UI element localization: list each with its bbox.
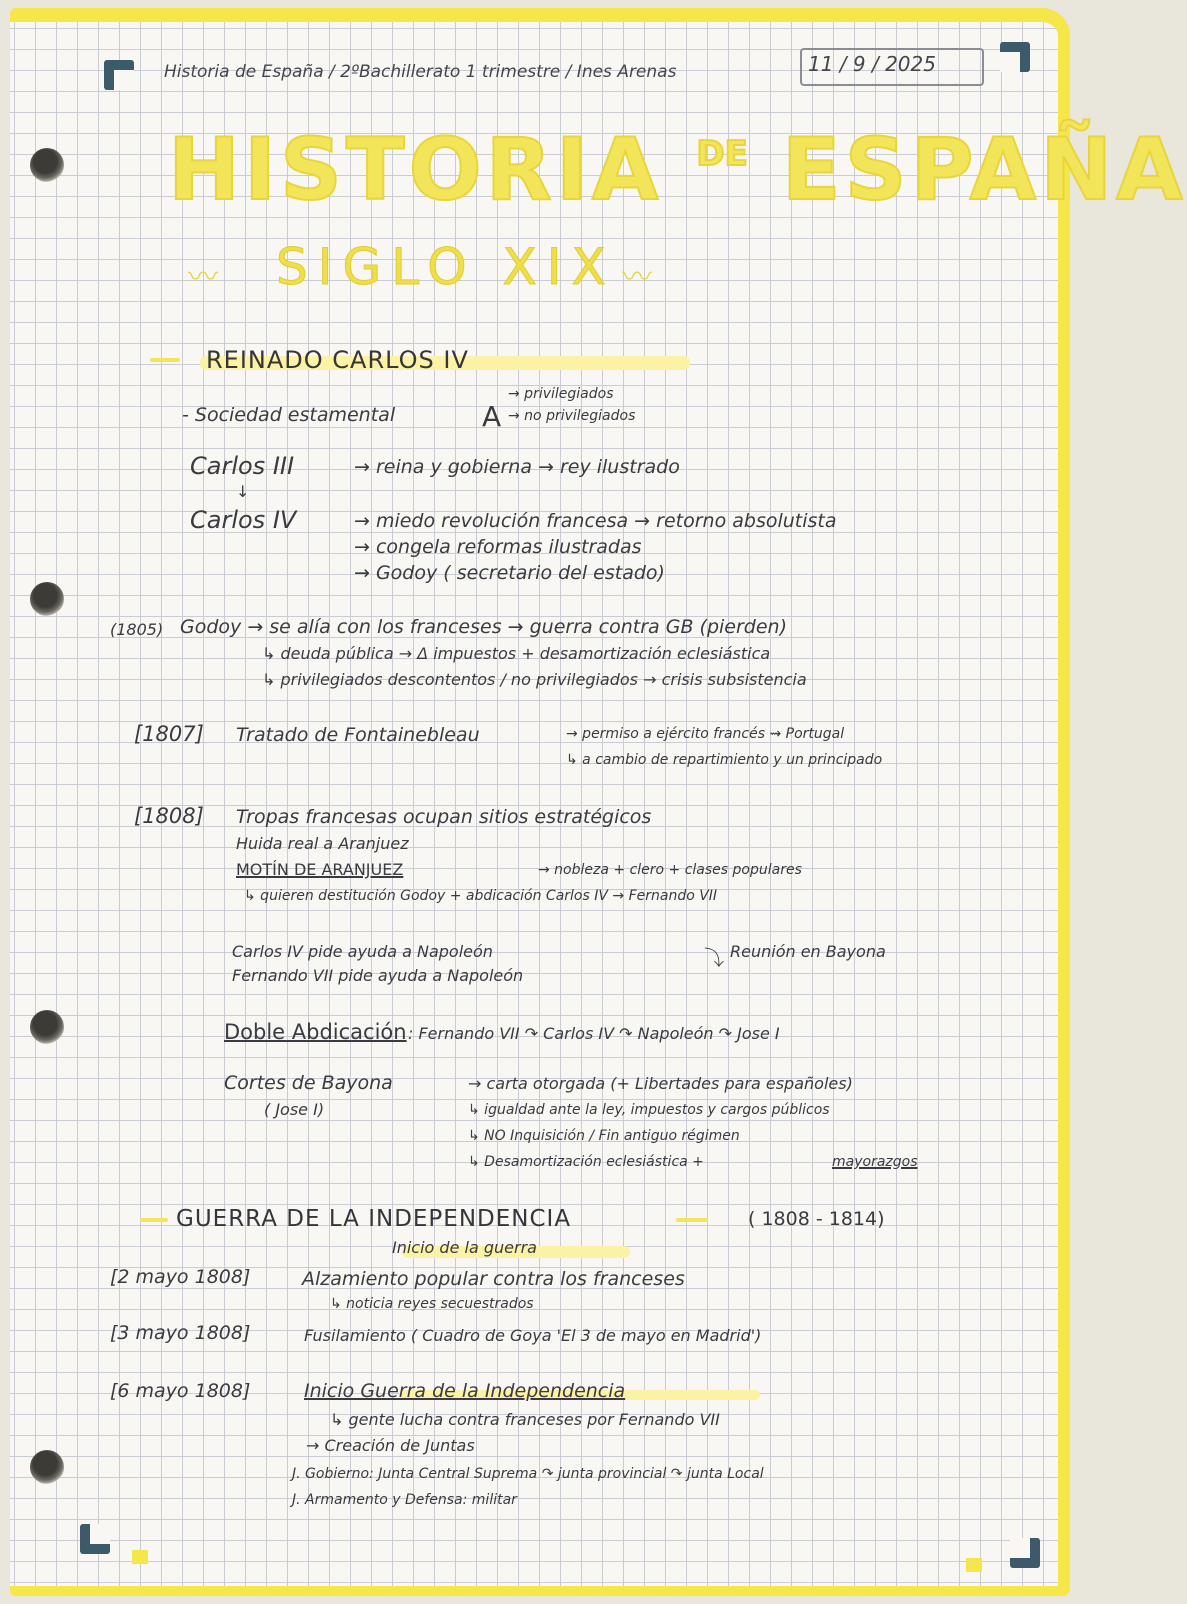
note-line: MOTÍN DE ARANJUEZ [236, 860, 404, 879]
note-line: Carlos IV [190, 506, 297, 534]
year-label: (1805) [110, 620, 164, 639]
binder-hole [30, 1450, 64, 1484]
decorative-square [132, 1550, 148, 1564]
note-line: ↳ igualdad ante la ley, impuestos y cargos públicos [468, 1102, 830, 1118]
binder-hole [30, 148, 64, 182]
title-part-historia: HISTORIA [168, 120, 663, 220]
date-label: [2 mayo 1808] [110, 1266, 251, 1288]
note-line: Godoy → se alía con los franceses → guerra contra GB (pierden) [180, 616, 787, 638]
squiggle-decoration: 〰 [622, 260, 652, 295]
note-line: Carlos IV pide ayuda a Napoleón [232, 942, 493, 961]
corner-marker-icon [104, 60, 134, 90]
note-line: → Creación de Juntas [306, 1436, 475, 1455]
note-line: Fusilamiento ( Cuadro de Goya 'El 3 de mayo en Madrid') [304, 1326, 762, 1345]
note-line: Reunión en Bayona [730, 942, 886, 961]
corner-marker-icon [1000, 42, 1030, 72]
note-line: → reina y gobierna → rey ilustrado [354, 456, 680, 478]
note-line: - Sociedad estamental [182, 404, 396, 426]
note-line: mayorazgos [832, 1154, 918, 1170]
note-line: → carta otorgada (+ Libertades para españoles) [468, 1074, 853, 1093]
note-line: Fernando VII pide ayuda a Napoleón [232, 966, 524, 985]
note-line: Tratado de Fontainebleau [236, 724, 480, 746]
note-line: ↳ a cambio de repartimiento y un principado [566, 752, 883, 768]
note-line: ↳ noticia reyes secuestrados [330, 1296, 534, 1312]
note-line: ↳ privilegiados descontentos / no privilegiados → crisis subsistencia [262, 670, 807, 689]
note-line: J. Armamento y Defensa: militar [292, 1492, 517, 1508]
note-line: J. Gobierno: Junta Central Suprema ↷ junta provincial ↷ junta Local [292, 1466, 764, 1482]
note-line: Carlos III [190, 452, 295, 480]
note-line: → nobleza + clero + clases populares [538, 862, 802, 878]
binder-hole [30, 582, 64, 616]
note-line: Tropas francesas ocupan sitios estratégicos [236, 806, 652, 828]
year-label: [1807] [134, 722, 204, 746]
title-part-de: DE [696, 134, 748, 174]
note-line: ↳ Desamortización eclesiástica + [468, 1154, 704, 1170]
note-line: → congela reformas ilustradas [354, 536, 642, 558]
down-arrow-icon: ↓ [236, 482, 250, 501]
binder-hole [30, 1010, 64, 1044]
curved-arrow-icon: ⤵ [704, 946, 724, 970]
date-label: [6 mayo 1808] [110, 1380, 251, 1402]
note-line: Inicio Guerra de la Independencia [304, 1380, 626, 1402]
note-line: Alzamiento popular contra los franceses [302, 1268, 685, 1290]
corner-marker-icon [1010, 1538, 1040, 1568]
note-line: → no privilegiados [508, 408, 636, 424]
note-line: Doble Abdicación [224, 1020, 407, 1044]
decorative-square [966, 1558, 982, 1572]
squiggle-decoration: 〰 [188, 260, 218, 295]
section-dash [150, 358, 180, 362]
section-heading-reinado: REINADO CARLOS IV [206, 346, 469, 374]
note-line: ↳ gente lucha contra franceses por Fernando VII [330, 1410, 720, 1429]
date-label: [3 mayo 1808] [110, 1322, 251, 1344]
title-part-espana: ESPAÑA [781, 120, 1187, 220]
note-line: ↳ quieren destitución Godoy + abdicación Carlos IV → Fernando VII [244, 888, 718, 904]
note-line: Huida real a Aranjuez [236, 834, 409, 853]
note-line: Cortes de Bayona [224, 1072, 393, 1094]
subheading-inicio: Inicio de la guerra [392, 1238, 537, 1257]
note-line: → permiso a ejército francés ⇝ Portugal [566, 726, 845, 742]
note-line: ↳ NO Inquisición / Fin antiguo régimen [468, 1128, 740, 1144]
page-title [168, 120, 1187, 220]
note-line: → privilegiados [508, 386, 614, 402]
section-heading-guerra: GUERRA DE LA INDEPENDENCIA [176, 1206, 572, 1232]
note-line: : Fernando VII ↷ Carlos IV ↷ Napoleón ↷ Jose I [408, 1024, 780, 1043]
year-label: [1808] [134, 804, 204, 828]
section-dash [140, 1218, 168, 1222]
note-line: ( Jose I) [264, 1100, 325, 1119]
note-line: ↳ deuda pública → Δ impuestos + desamortización eclesiástica [262, 644, 771, 663]
section-dash [676, 1218, 708, 1222]
note-line: A [482, 400, 502, 433]
section-years: ( 1808 - 1814) [748, 1208, 885, 1230]
corner-marker-icon [80, 1524, 110, 1554]
note-line: → Godoy ( secretario del estado) [354, 562, 665, 584]
course-header: Historia de España / 2ºBachillerato 1 trimestre / Ines Arenas [164, 62, 677, 82]
note-line: → miedo revolución francesa → retorno absolutista [354, 510, 837, 532]
date: 11 / 9 / 2025 [808, 52, 936, 76]
page-subtitle: SIGLO XIX [276, 238, 616, 296]
